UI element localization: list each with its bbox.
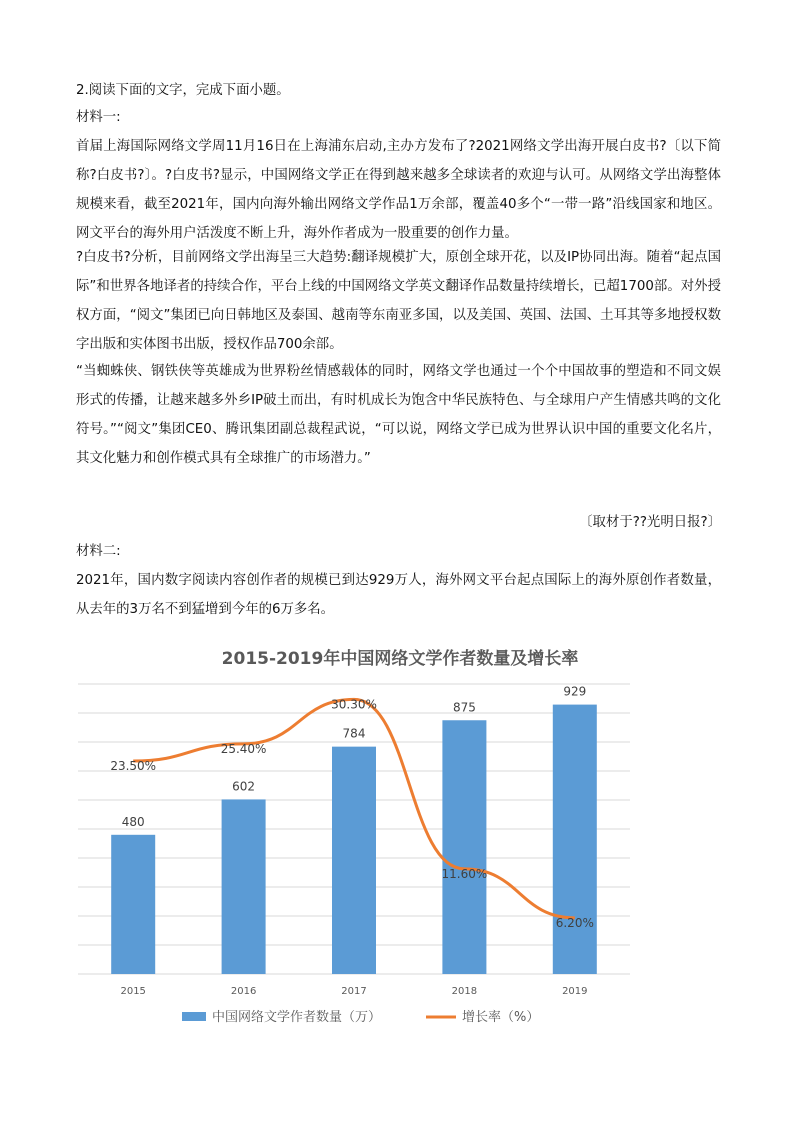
x-tick-2016: 2016 bbox=[230, 986, 257, 997]
growth-label-2016: 25.40% bbox=[220, 741, 267, 756]
legend-bar-label: 中国网络文学作者数量（万） bbox=[212, 1010, 382, 1025]
author-growth-chart bbox=[60, 636, 740, 1036]
material1-paragraph-2: ?白皮书?分析，目前网络文学出海呈三大趋势:翻译规模扩大，原创全球开花，以及IP协同出海。随着“起点国际”和世界各地译者的持续合作，平台上线的中国网络文学英文翻译作品数量持续增长，已超1700部。对外授权方面，“阅文”集团已向日韩地区及泰国、越南等东南亚多国，以及美国、英国、法国、土耳其等多地授权数字出版和实体图书出版，授权作品700余部。 bbox=[76, 250, 721, 352]
growth-label-2017: 30.30% bbox=[331, 697, 377, 712]
legend-bar-swatch bbox=[182, 1012, 206, 1021]
bar-value-label-2019: 929 bbox=[563, 684, 587, 699]
source-citation: 〔取材于??光明日报?〕 bbox=[579, 515, 721, 530]
material2-heading: 材料二: bbox=[76, 544, 121, 559]
bar-2016 bbox=[222, 799, 266, 974]
bar-value-label-2018: 875 bbox=[452, 700, 476, 715]
bar-2019 bbox=[553, 705, 597, 974]
bar-value-label-2015: 480 bbox=[121, 814, 145, 829]
bar-2017 bbox=[332, 747, 376, 974]
material1-paragraph-3: “当蜘蛛侠、钢铁侠等英雄成为世界粉丝情感载体的同时，网络文学也通过一个个中国故事的塑造和不同文娱形式的传播，让越来越多外乡IP破土而出，有时机成长为饱含中华民族特色、与全球用户产生情感共鸣的文化符号。”“阅文”集团CE0、腾讯集团副总裁程武说，“可以说，网络文学已成为世界认识中国的重要文化名片，其文化魅力和创作模式具有全球推广的市场潜力。” bbox=[76, 364, 721, 466]
chart-title: 2015-2019年中国网络文学作者数量及增长率 bbox=[221, 649, 579, 669]
growth-label-2018: 11.60% bbox=[441, 866, 488, 881]
chart-x-ticks bbox=[120, 986, 587, 997]
material1-heading: 材料一: bbox=[76, 110, 121, 125]
growth-label-2019: 6.20% bbox=[555, 915, 594, 930]
legend-line-label: 增长率（%） bbox=[462, 1010, 540, 1025]
x-tick-2018: 2018 bbox=[451, 986, 478, 997]
bar-value-label-2017: 784 bbox=[342, 726, 366, 741]
material1-paragraph-1: 首届上海国际网络文学周11月16日在上海浦东启动,主办方发布了?2021网络文学出海开展白皮书?〔以下简称?白皮书?〕。?白皮书?显示，中国网络文学正在得到越来越多全球读者的欢迎与认可。从网络文学出海整体规模来看，截至2021年，国内向海外输出网络文学作品1万余部，覆盖40多个“一带一路”沿线国家和地区。网文平台的海外用户活泼度不断上升，海外作者成为一股重要的创作力量。 bbox=[76, 139, 721, 241]
growth-label-2015: 23.50% bbox=[110, 759, 157, 774]
bar-2018 bbox=[442, 720, 486, 974]
x-tick-2019: 2019 bbox=[562, 986, 588, 997]
chart-legend bbox=[182, 1009, 539, 1025]
question-heading: 2.阅读下面的文字，完成下面小题。 bbox=[76, 83, 290, 98]
bar-2015 bbox=[111, 835, 155, 974]
x-tick-2015: 2015 bbox=[120, 986, 146, 997]
chart-bars bbox=[111, 705, 597, 974]
x-tick-2017: 2017 bbox=[341, 986, 367, 997]
material2-paragraph-1: 2021年，国内数字阅读内容创作者的规模已到达929万人，海外网文平台起点国际上的海外原创作者数量，从去年的3万名不到猛增到今年的6万多名。 bbox=[76, 573, 721, 617]
bar-value-label-2016: 602 bbox=[232, 779, 256, 794]
